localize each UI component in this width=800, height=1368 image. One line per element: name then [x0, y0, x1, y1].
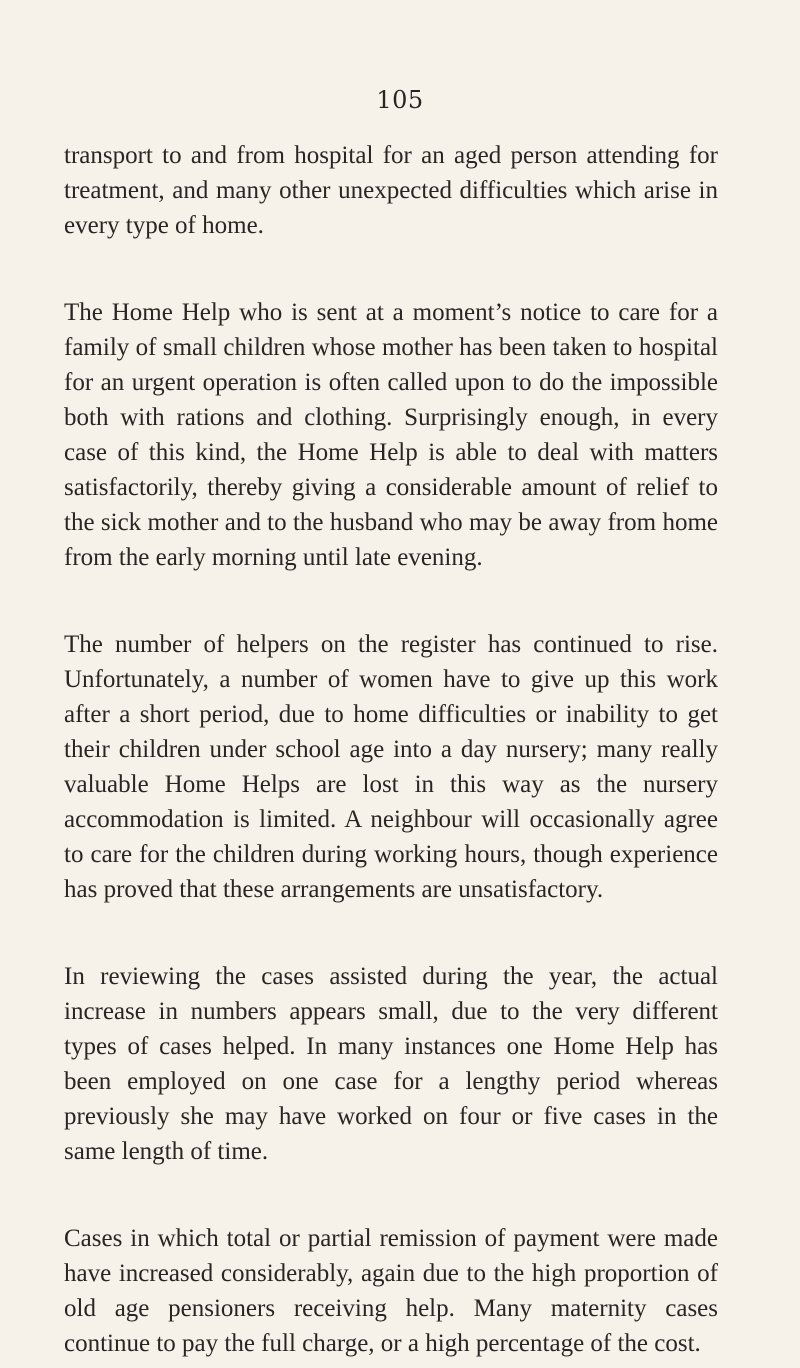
paragraph-2: The Home Help who is sent at a moment’s notice to care for a family of small children whose mother has been taken to hospital for an urgent operation is often called upon to do the impossible both with rations and clothing. Surprisingly enough, in every case of this kind, the Home Help is able to deal with matters satisfactorily, thereby giving a considerable amount of relief to the sick mother and to the husband who may be away from home from the early morning until late evening. — [64, 299, 718, 571]
paragraph-4: In reviewing the cases assisted during the year, the actual increase in numbers appears small, due to the very different types of cases helped. In many instances one Home Help has been employed on one case for a lengthy period whereas previously she may have worked on four or five cases in the same length of time. — [64, 963, 718, 1165]
paragraph-5: Cases in which total or partial remission of payment were made have increased considerably, again due to the high proportion of old age pensioners receiving help. Many maternity cases continue to pay the full charge, or a high percentage of the cost. — [64, 1225, 718, 1357]
paragraph-1: transport to and from hospital for an aged person attending for treatment, and many other unexpected difficulties which arise in every type of home. — [64, 142, 718, 239]
body-text — [64, 138, 718, 1361]
paragraph-3: The number of helpers on the register has continued to rise. Unfortunately, a number of women have to give up this work after a short period, due to home difficulties or inability to get their children under school age into a day nursery; many really valuable Home Helps are lost in this way as the nursery accommodation is limited. A neighbour will occasionally agree to care for the children during working hours, though experience has proved that these arrangements are unsatisfactory. — [64, 631, 718, 903]
page-number: 105 — [376, 86, 424, 114]
